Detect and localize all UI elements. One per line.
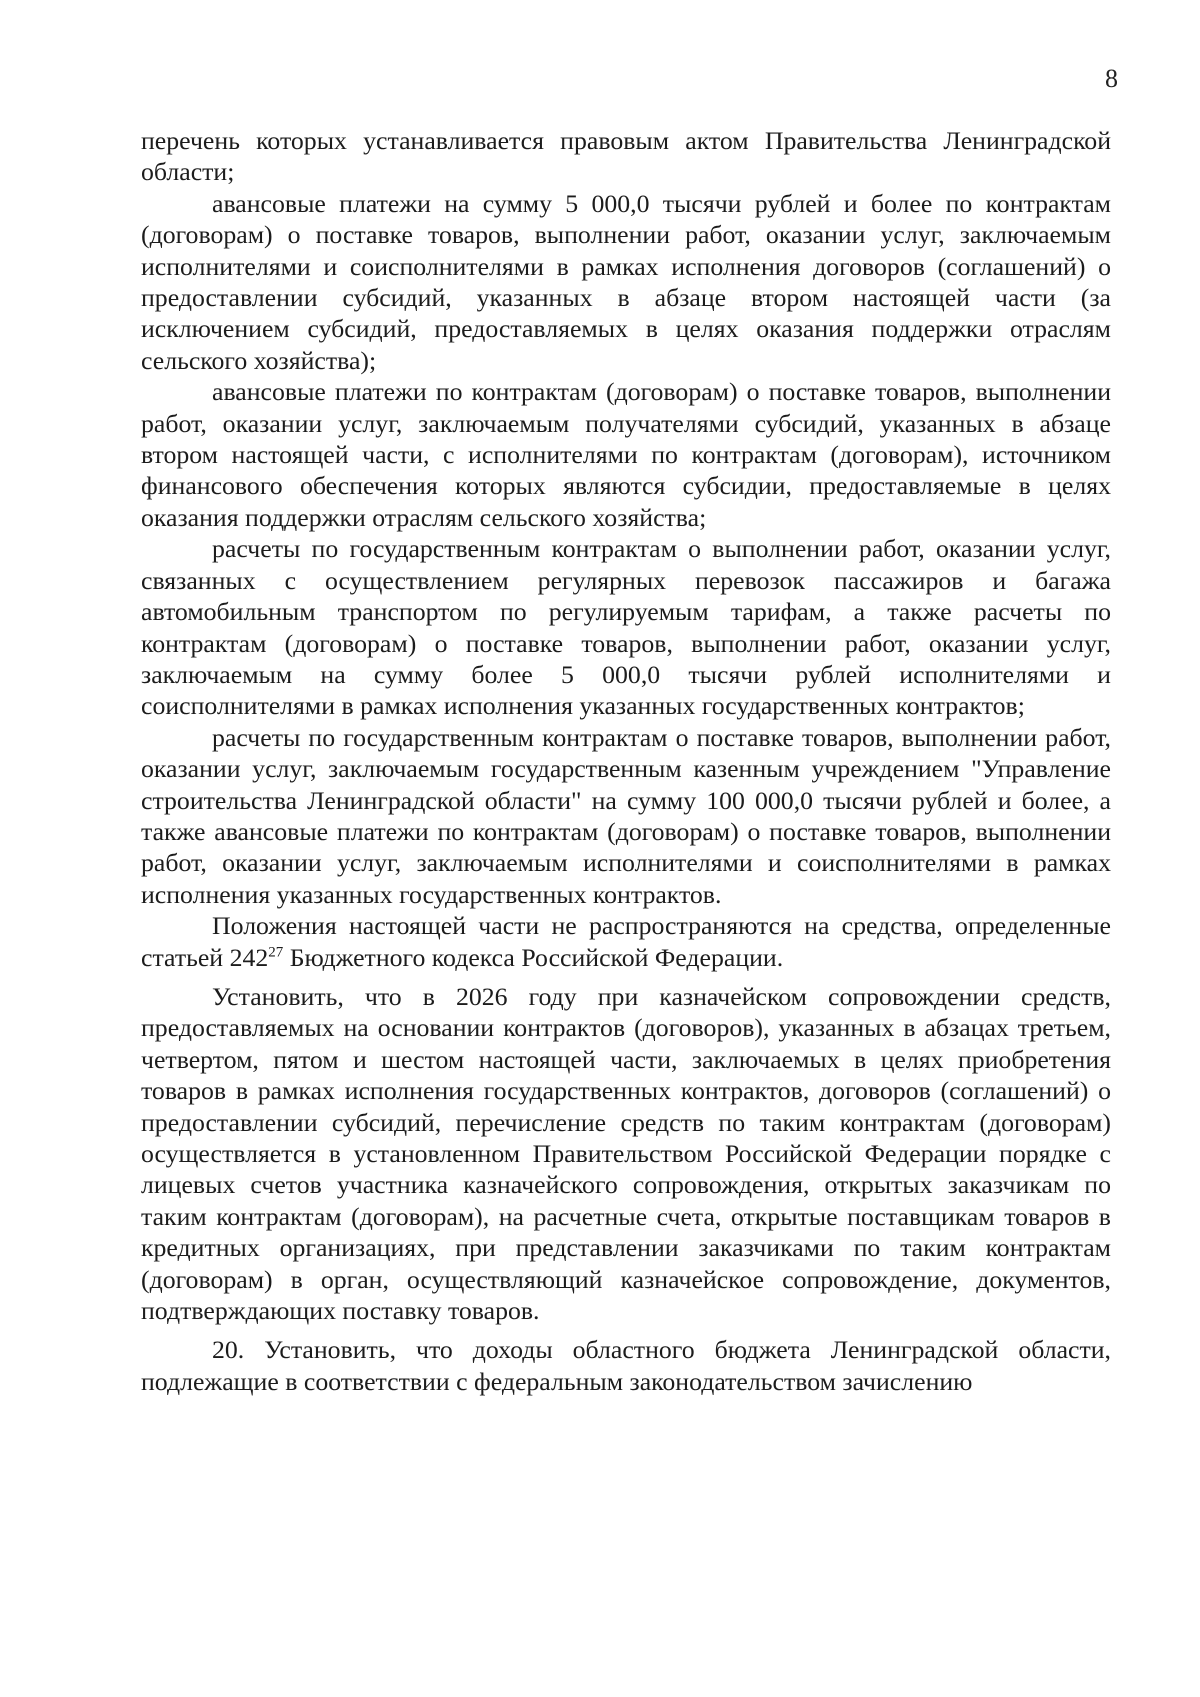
exclusion-text-after: Бюджетного кодекса Российской Федерации. (283, 942, 784, 972)
paragraph-transport-contracts: расчеты по государственным контрактам о выполнении работ, оказании услуг, связанных с осуществлением регулярных перевозок пассажиров и багажа автомобильным транспортом по регулируемым тарифам, а также расчеты по контрактам (договорам) о поставке товаров, выполнении работ, оказании услуг, заключаемым на сумму более 5 000,0 тысячи рублей исполнителями и соисполнителями в рамках исполнения указанных государственных контрактов; (141, 534, 1111, 721)
paragraph-item-20: 20. Установить, что доходы областного бюджета Ленинградской области, подлежащие в соответствии с федеральным законодательством зачислению (141, 1335, 1111, 1396)
document-body (141, 125, 1111, 1397)
paragraph-treasury-support-2026: Установить, что в 2026 году при казначейском сопровождении средств, предоставляемых на основании контрактов (договоров), указанных в абзацах третьем, четвертом, пятом и шестом настоящей части, заключаемых в целях приобретения товаров в рамках исполнения государственных контрактов, договоров (соглашений) о предоставлении субсидий, перечисление средств по таким контрактам (договорам) осуществляется в установленном Правительством Российской Федерации порядке с лицевых счетов участника казначейского сопровождения, открытых заказчикам по таким контрактам (договорам), на расчетные счета, открытые поставщикам товаров в кредитных организациях, при представлении заказчиками по таким контрактам (договорам) в орган, осуществляющий казначейское сопровождение, документов, подтверждающих поставку товаров. (141, 981, 1111, 1326)
paragraph-continuation: перечень которых устанавливается правовым актом Правительства Ленинградской области; (141, 126, 1111, 187)
paragraph-advance-payments-subsidies: авансовые платежи на сумму 5 000,0 тысячи рублей и более по контрактам (договорам) о поставке товаров, выполнении работ, оказании услуг, заключаемым исполнителями и соисполнителями в рамках исполнения договоров (соглашений) о предоставлении субсидий, указанных в абзаце втором настоящей части (за исключением субсидий, предоставляемых в целях оказания поддержки отраслям сельского хозяйства); (141, 188, 1111, 375)
paragraph-exclusion (141, 910, 1111, 973)
paragraph-construction-contracts: расчеты по государственным контрактам о поставке товаров, выполнении работ, оказании услуг, заключаемым государственным казенным учреждением "Управление строительства Ленинградской области" на сумму 100 000,0 тысячи рублей и более, а также авансовые платежи по контрактам (договорам) о поставке товаров, выполнении работ, оказании услуг, заключаемым исполнителями и соисполнителями в рамках исполнения указанных государственных контрактов. (141, 722, 1111, 909)
exclusion-text-before: Положения настоящей части не распространяются на средства, определенные статьей 242 (141, 911, 1111, 972)
paragraph-advance-payments-agriculture: авансовые платежи по контрактам (договорам) о поставке товаров, выполнении работ, оказании услуг, заключаемым получателями субсидий, указанных в абзаце втором настоящей части, с исполнителями по контрактам (договорам), источником финансового обеспечения которых являются субсидии, предоставляемые в целях оказания поддержки отраслям сельского хозяйства; (141, 377, 1111, 532)
article-superscript: 27 (268, 943, 284, 960)
page-number: 8 (1105, 64, 1118, 93)
